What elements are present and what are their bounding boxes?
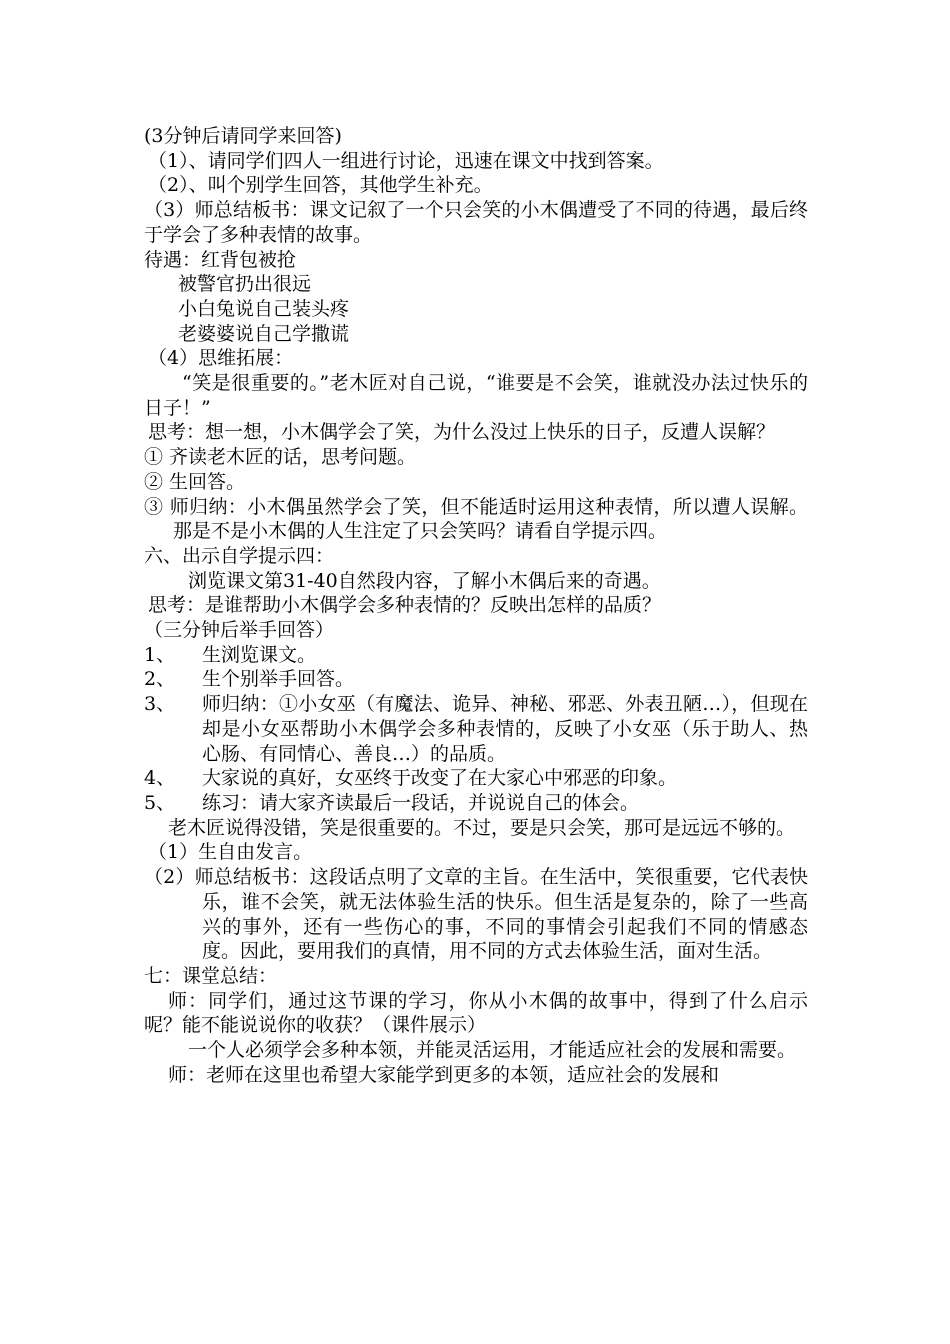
item-number: 1、: [144, 643, 176, 666]
item-number: 4、: [144, 767, 176, 790]
numbered-item: [144, 643, 808, 668]
quote-paragraph: “笑是很重要的。”老木匠对自己说，“谁要是不会笑，谁就没办法过快乐的日子！”: [144, 372, 808, 419]
text-line: 思考：是谁帮助小木偶学会多种表情的？反映出怎样的品质？: [148, 594, 662, 617]
text-paragraph: 一个人必须学会多种本领，并能灵活运用，才能适应社会的发展和需要。: [188, 1039, 797, 1062]
item-text: 练习：请大家齐读最后一段话，并说说自己的体会。: [202, 791, 640, 814]
text-line: 浏览课文第31-40自然段内容，了解小木偶后来的奇遇。: [188, 569, 661, 592]
text-line: 小白兔说自己装头疼: [178, 297, 350, 320]
text-line: （1）、请同学们四人一组进行讨论，迅速在课文中找到答案。: [148, 149, 664, 172]
text-line: （三分钟后举手回答）: [144, 619, 335, 642]
item-text: 师归纳：①小女巫（有魔法、诡异、神秘、邪恶、外表丑陋…），但现在却是小女巫帮助小木偶学会多种表情的，反映了小女巫（乐于助人、热心肠、有同情心、善良…）的品质。: [202, 693, 808, 765]
text-paragraph: 老木匠说得没错，笑是很重要的。不过，要是只会笑，那可是远远不够的。: [168, 816, 796, 839]
text-line: （4）思维拓展：: [148, 347, 294, 370]
numbered-item: [144, 667, 808, 692]
text-line: 老婆婆说自己学撒谎: [178, 322, 350, 345]
section-heading: 六、出示自学提示四：: [144, 544, 335, 567]
item-number: 2、: [144, 668, 176, 691]
list-item: ② 生回答。: [144, 470, 246, 493]
document-page: [144, 124, 808, 1087]
text-line: 被警官扔出很远: [178, 273, 312, 296]
text-paragraph: 师：同学们，通过这节课的学习，你从小木偶的故事中，得到了什么启示呢？能不能说说你的收获？（课件展示）: [144, 989, 808, 1037]
text-line: 待遇：红背包被抢: [144, 248, 297, 271]
numbered-item: [144, 791, 808, 816]
list-item: ③ 师归纳：小木偶虽然学会了笑，但不能适时运用这种表情，所以遭人误解。那是不是小木偶的人生注定了只会笑吗？请看自学提示四。: [144, 495, 808, 543]
item-number: 3、: [144, 693, 176, 716]
item-text: 生个别举手回答。: [202, 668, 355, 691]
text-line: 师：老师在这里也希望大家能学到更多的本领，适应社会的发展和: [168, 1063, 720, 1086]
section-heading: 七：课堂总结：: [144, 964, 278, 987]
text-paragraph: （3）师总结板书：课文记叙了一个只会笑的小木偶遭受了不同的待遇，最后终于学会了多种表情的故事。: [144, 199, 808, 246]
text-line: （2）、叫个别学生回答，其他学生补充。: [148, 174, 493, 197]
item-text: 生浏览课文。: [202, 643, 317, 666]
list-item: ① 齐读老木匠的话，思考问题。: [144, 446, 417, 469]
text-paragraph: 思考：想一想，小木偶学会了笑，为什么没过上快乐的日子，反遭人误解？: [148, 421, 776, 444]
text-paragraph: （2）师总结板书：这段话点明了文章的主旨。在生活中，笑很重要，它代表快乐，谁不会笑，就无法体验生活的快乐。但生活是复杂的，除了一些高兴的事外，还有一些伤心的事，不同的事情会引起我们不同的情感态度。因此，要用我们的真情，用不同的方式去体验生活，面对生活。: [144, 866, 808, 963]
item-number: 5、: [144, 791, 176, 814]
numbered-item: [144, 766, 808, 791]
text-line: (3分钟后请同学来回答): [144, 125, 342, 147]
text-line: （1）生自由发言。: [148, 841, 313, 864]
numbered-item: [144, 692, 808, 766]
item-text: 大家说的真好，女巫终于改变了在大家心中邪恶的印象。: [202, 767, 678, 790]
